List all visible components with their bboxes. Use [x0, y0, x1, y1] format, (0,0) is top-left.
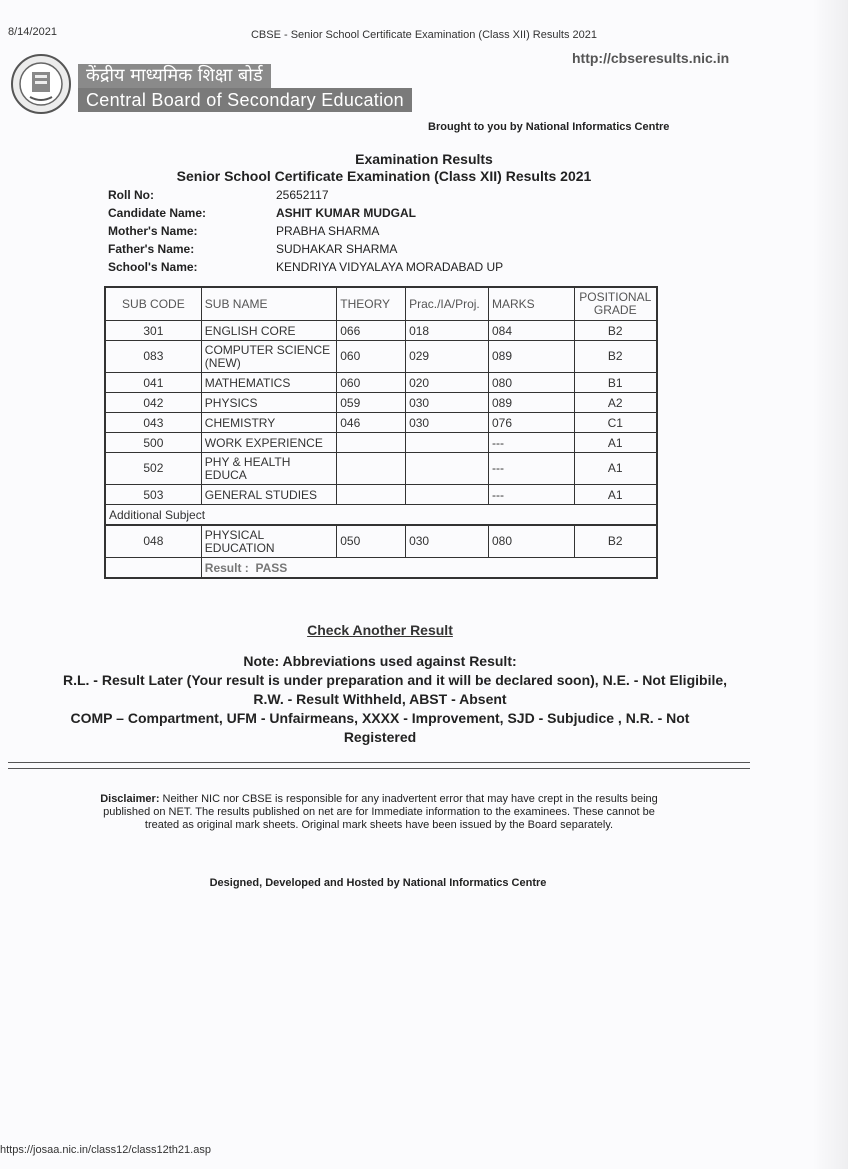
site-url-link[interactable]: http://cbseresults.nic.in — [572, 50, 730, 66]
school-name-value: KENDRIYA VIDYALAYA MORADABAD UP — [276, 260, 504, 274]
marks: --- — [488, 453, 574, 485]
mother-name-row — [108, 222, 503, 240]
cbse-emblem-icon — [10, 53, 72, 115]
prac: 030 — [406, 413, 489, 433]
table-row — [105, 413, 657, 433]
sub-name: PHY & HEALTH EDUCA — [201, 453, 336, 485]
sub-name: MATHEMATICS — [201, 373, 336, 393]
sub-code: 500 — [105, 433, 201, 453]
sub-name: PHYSICS — [201, 393, 336, 413]
table-row — [105, 525, 657, 558]
prac: 020 — [406, 373, 489, 393]
table-row — [105, 393, 657, 413]
sub-code: 503 — [105, 485, 201, 505]
sub-code: 048 — [105, 525, 201, 558]
grade: B2 — [574, 341, 657, 373]
theory — [337, 485, 406, 505]
grade: B1 — [574, 373, 657, 393]
header-sub-name: SUB NAME — [201, 287, 336, 321]
notes-line-4: Registered — [343, 729, 417, 745]
school-name-label: School's Name: — [108, 260, 198, 274]
theory: 059 — [337, 393, 406, 413]
sub-code: 301 — [105, 321, 201, 341]
candidate-name-label: Candidate Name: — [108, 206, 207, 220]
prac: 029 — [406, 341, 489, 373]
grade: B2 — [574, 321, 657, 341]
sub-code: 083 — [105, 341, 201, 373]
table-row — [105, 433, 657, 453]
roll-no-label: Roll No: — [108, 188, 154, 202]
sub-name: GENERAL STUDIES — [201, 485, 336, 505]
marks: 089 — [488, 341, 574, 373]
header-sub-code: SUB CODE — [105, 287, 201, 321]
sub-code: 041 — [105, 373, 201, 393]
theory: 060 — [337, 341, 406, 373]
board-name-hindi: केंद्रीय माध्यमिक शिक्षा बोर्ड — [78, 64, 271, 88]
designed-by-text: Designed, Developed and Hosted by National Informatics Centre — [209, 877, 547, 889]
theory: 050 — [337, 525, 406, 558]
theory — [337, 433, 406, 453]
result-row — [105, 558, 657, 579]
result-empty-cell — [105, 558, 201, 579]
marks: --- — [488, 485, 574, 505]
marks: --- — [488, 433, 574, 453]
notes-line-2: R.W. - Result Withheld, ABST - Absent — [253, 691, 507, 707]
page-title: CBSE - Senior School Certificate Examination (Class XII) Results 2021 — [250, 29, 598, 41]
footer-url: https://josaa.nic.in/class12/class12th21.asp — [0, 1144, 211, 1156]
grade: A1 — [574, 433, 657, 453]
table-row — [105, 341, 657, 373]
roll-no-value: 25652117 — [276, 188, 329, 202]
candidate-name-row — [108, 204, 503, 222]
theory: 046 — [337, 413, 406, 433]
sub-code: 043 — [105, 413, 201, 433]
theory — [337, 453, 406, 485]
grade: C1 — [574, 413, 657, 433]
header-grade: POSITIONAL GRADE — [574, 287, 657, 321]
table-header-row — [105, 287, 657, 321]
result-status: Result : PASS — [201, 558, 657, 579]
additional-subject-row — [105, 505, 657, 526]
additional-subject-label: Additional Subject — [105, 505, 657, 526]
page-edge-shadow — [812, 0, 848, 1169]
mother-name-label: Mother's Name: — [108, 224, 198, 238]
notes-line-3: COMP – Compartment, UFM - Unfairmeans, XXXX - Improvement, SJD - Subjudice , N.R. - Not — [70, 710, 690, 726]
disclaimer — [96, 793, 662, 832]
disclaimer-text: Neither NIC nor CBSE is responsible for any inadvertent error that may have crept in the results being published on NET. The results published on net are for Immediate information to the examinees. These cannot be treated as original mark sheets. Original mark sheets have been issued by the Board separately. — [103, 793, 658, 831]
sub-name: PHYSICAL EDUCATION — [201, 525, 336, 558]
candidate-info — [108, 186, 503, 276]
marks: 080 — [488, 373, 574, 393]
abbreviations-note — [0, 652, 760, 747]
grade: A1 — [574, 453, 657, 485]
sub-name: ENGLISH CORE — [201, 321, 336, 341]
divider-line — [8, 762, 750, 763]
board-name-english: Central Board of Secondary Education — [78, 88, 412, 112]
marks-table — [104, 286, 658, 579]
grade: B2 — [574, 525, 657, 558]
father-name-value: SUDHAKAR SHARMA — [276, 242, 398, 256]
prac: 030 — [406, 393, 489, 413]
prac: 030 — [406, 525, 489, 558]
notes-heading: Note: Abbreviations used against Result: — [243, 653, 517, 669]
header-theory: THEORY — [337, 287, 406, 321]
sub-code: 502 — [105, 453, 201, 485]
sub-name: COMPUTER SCIENCE (NEW) — [201, 341, 336, 373]
marks: 080 — [488, 525, 574, 558]
roll-no-row — [108, 186, 503, 204]
disclaimer-label: Disclaimer: — [100, 793, 160, 805]
prac — [406, 485, 489, 505]
prac — [406, 453, 489, 485]
header-marks: MARKS — [488, 287, 574, 321]
check-another-result-link[interactable]: Check Another Result — [307, 622, 453, 638]
results-heading: Examination Results — [355, 151, 493, 167]
prac — [406, 433, 489, 453]
sub-code: 042 — [105, 393, 201, 413]
table-row — [105, 485, 657, 505]
grade: A2 — [574, 393, 657, 413]
father-name-label: Father's Name: — [108, 242, 195, 256]
marks: 089 — [488, 393, 574, 413]
mother-name-value: PRABHA SHARMA — [276, 224, 380, 238]
results-subheading: Senior School Certificate Examination (Class XII) Results 2021 — [176, 168, 592, 184]
sub-name: WORK EXPERIENCE — [201, 433, 336, 453]
grade: A1 — [574, 485, 657, 505]
divider-line — [8, 768, 750, 769]
candidate-name-value: ASHIT KUMAR MUDGAL — [276, 206, 416, 220]
table-row — [105, 453, 657, 485]
table-row — [105, 321, 657, 341]
theory: 066 — [337, 321, 406, 341]
brought-by-text: Brought to you by National Informatics Centre — [428, 121, 670, 133]
school-name-row — [108, 258, 503, 276]
notes-line-1: R.L. - Result Later (Your result is under preparation and it will be declared soon), N.E. - Not Eligibile, — [62, 672, 728, 688]
father-name-row — [108, 240, 503, 258]
table-row — [105, 373, 657, 393]
print-date: 8/14/2021 — [8, 26, 57, 38]
theory: 060 — [337, 373, 406, 393]
header-prac: Prac./IA/Proj. — [406, 287, 489, 321]
marks: 076 — [488, 413, 574, 433]
prac: 018 — [406, 321, 489, 341]
sub-name: CHEMISTRY — [201, 413, 336, 433]
marks: 084 — [488, 321, 574, 341]
